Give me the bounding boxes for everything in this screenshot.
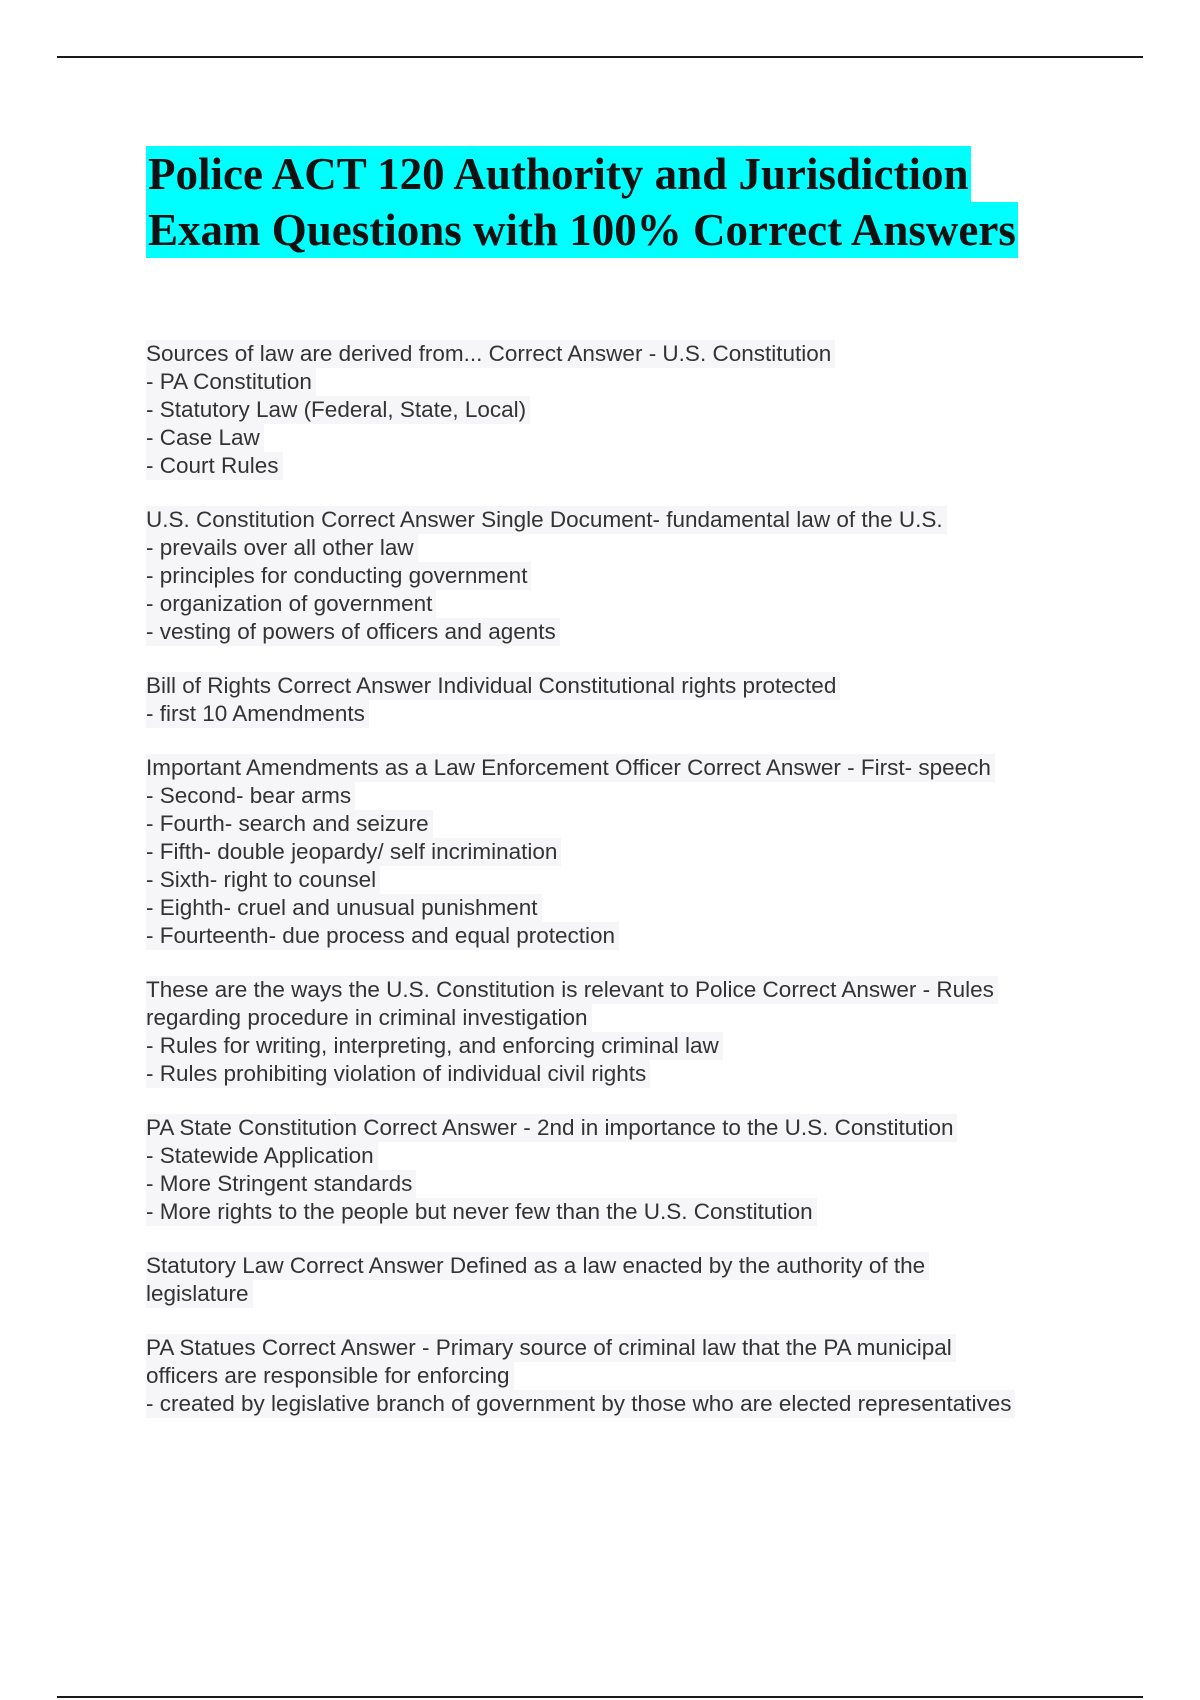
qa-answer-line: - Rules for writing, interpreting, and enforcing criminal law [146, 1032, 723, 1060]
qa-answer-line: - principles for conducting government [146, 562, 531, 590]
qa-answer-line: - Eighth- cruel and unusual punishment [146, 894, 542, 922]
qa-answer-line: - Court Rules [146, 452, 283, 480]
qa-answer-line: - created by legislative branch of government by those who are elected representatives [146, 1390, 1015, 1418]
qa-answer-line: - Sixth- right to counsel [146, 866, 380, 894]
qa-answer-line: - vesting of powers of officers and agents [146, 618, 560, 646]
qa-answer-line: - Second- bear arms [146, 782, 355, 810]
qa-question-line: Bill of Rights Correct Answer Individual Constitutional rights protected [146, 672, 840, 700]
qa-question-line: PA Statues Correct Answer - Primary source of criminal law that the PA municipal [146, 1334, 956, 1362]
top-rule [57, 56, 1143, 58]
qa-item [146, 506, 1086, 646]
qa-item [146, 1334, 1086, 1418]
qa-answer-line: - Fourteenth- due process and equal protection [146, 922, 619, 950]
qa-item [146, 1114, 1086, 1226]
document-title [146, 146, 1106, 258]
qa-question-line: Important Amendments as a Law Enforcement Officer Correct Answer - First- speech [146, 754, 995, 782]
qa-question-line: Sources of law are derived from... Correct Answer - U.S. Constitution [146, 340, 835, 368]
qa-question-line: Statutory Law Correct Answer Defined as a law enacted by the authority of the [146, 1252, 929, 1280]
qa-answer-line: officers are responsible for enforcing [146, 1362, 514, 1390]
qa-item [146, 340, 1086, 480]
qa-answer-line: regarding procedure in criminal investigation [146, 1004, 592, 1032]
qa-item [146, 754, 1086, 950]
title-line-2: Exam Questions with 100% Correct Answers [146, 202, 1018, 258]
qa-question-line: PA State Constitution Correct Answer - 2nd in importance to the U.S. Constitution [146, 1114, 957, 1142]
qa-item [146, 672, 1086, 728]
qa-answer-line: - Case Law [146, 424, 264, 452]
qa-answer-line: - More Stringent standards [146, 1170, 416, 1198]
qa-answer-line: - Statewide Application [146, 1142, 378, 1170]
qa-list [146, 340, 1086, 1444]
qa-question-line: U.S. Constitution Correct Answer Single Document- fundamental law of the U.S. [146, 506, 947, 534]
qa-question-line: These are the ways the U.S. Constitution is relevant to Police Correct Answer - Rules [146, 976, 998, 1004]
bottom-rule [57, 1696, 1143, 1698]
qa-answer-line: - Rules prohibiting violation of individual civil rights [146, 1060, 650, 1088]
qa-answer-line: - Fifth- double jeopardy/ self incrimination [146, 838, 561, 866]
qa-answer-line: - prevails over all other law [146, 534, 418, 562]
qa-item [146, 1252, 1086, 1308]
qa-answer-line: - More rights to the people but never few than the U.S. Constitution [146, 1198, 817, 1226]
qa-answer-line: legislature [146, 1280, 253, 1308]
qa-answer-line: - Statutory Law (Federal, State, Local) [146, 396, 530, 424]
qa-answer-line: - Fourth- search and seizure [146, 810, 433, 838]
qa-answer-line: - first 10 Amendments [146, 700, 369, 728]
qa-answer-line: - PA Constitution [146, 368, 316, 396]
qa-item [146, 976, 1086, 1088]
qa-answer-line: - organization of government [146, 590, 436, 618]
title-line-1: Police ACT 120 Authority and Jurisdiction [146, 146, 971, 202]
